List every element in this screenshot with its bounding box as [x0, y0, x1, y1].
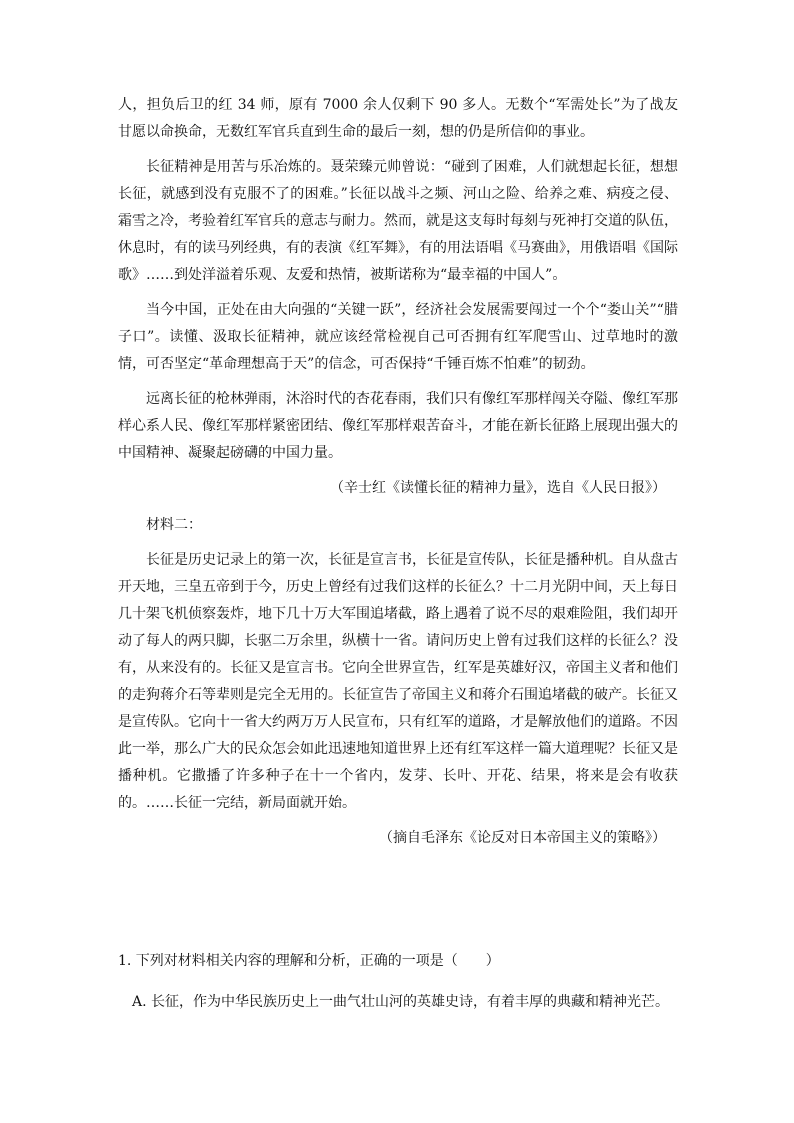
material-two-label: 材料二： — [146, 517, 202, 533]
material-one-paragraph-2: 长征精神是用苦与乐冶炼的。聂荣臻元帅曾说：“碰到了困难，人们就想起长征，想想长征，就感到没有克服不了的困难。”长征以战斗之频、河山之险、给养之难、病疫之侵、霜雪之冷，考验着红军官兵的意志与耐力。然而，就是这支每时每刻与死神打交道的队伍，休息时，有的读马列经典，有的表演《红军舞》，有的用法语唱《马赛曲》，用俄语唱《国际歌》……到处洋溢着乐观、友爱和热情，被斯诺称为“最幸福的中国人”。 — [118, 159, 678, 283]
material-one-source: （辛士红《读懂长征的精神力量》，选自《人民日报》） — [330, 480, 666, 496]
question-stem: 1. 下列对材料相关内容的理解和分析，正确的一项是（ ） — [118, 953, 500, 969]
material-two-source: （摘自毛泽东《论反对日本帝国主义的策略》） — [379, 830, 666, 846]
material-one-paragraph-1: 人，担负后卫的红 34 师，原有 7000 余人仅剩下 90 多人。无数个“军需处长”为了战友甘愿以命换命，无数红军官兵直到生命的最后一刻，想的仍是所信仰的事业。 — [118, 97, 678, 140]
passage-body — [118, 92, 678, 852]
material-one-paragraph-4: 远离长征的枪林弹雨，沐浴时代的杏花春雨，我们只有像红军那样闯关夺隘、像红军那样心系人民、像红军那样紧密团结、像红军那样艰苦奋斗，才能在新长征路上展现出强大的中国精神、凝聚起磅礴的中国力量。 — [118, 391, 678, 461]
material-two-paragraph-1: 长征是历史记录上的第一次，长征是宣言书，长征是宣传队，长征是播种机。自从盘古开天地，三皇五帝到于今，历史上曾经有过我们这样的长征么？十二月光阴中间，天上每日几十架飞机侦察轰炸，地下几十万大军围追堵截，路上遇着了说不尽的艰难险阻，我们却开动了每人的两只脚，长驱二万余里，纵横十一省。请问历史上曾有过我们这样的长征么？没有，从来没有的。长征又是宣言书。它向全世界宣告，红军是英雄好汉，帝国主义者和他们的走狗蒋介石等辈则是完全无用的。长征宣告了帝国主义和蒋介石围追堵截的破产。长征又是宣传队。它向十一省大约两万万人民宣布，只有红军的道路，才是解放他们的道路。不因此一举，那么广大的民众怎会如此迅速地知道世界上还有红军这样一篇大道理呢？长征又是播种机。它撒播了许多种子在十一个省内，发芽、长叶、开花、结果，将来是会有收获的。……长征一完结，新局面就开始。 — [118, 552, 678, 811]
option-a[interactable]: A. 长征，作为中华民族历史上一曲气壮山河的英雄史诗，有着丰厚的典藏和精神光芒。 — [132, 994, 670, 1010]
material-one-paragraph-3: 当今中国，正处在由大向强的“关键一跃”，经济社会发展需要闯过一个个“娄山关”“腊子口”。读懂、汲取长征精神，就应该经常检视自己可否拥有红军爬雪山、过草地时的激情，可否坚定“革命理想高于天”的信念，可否保持“千锤百炼不怕难”的韧劲。 — [118, 302, 678, 372]
